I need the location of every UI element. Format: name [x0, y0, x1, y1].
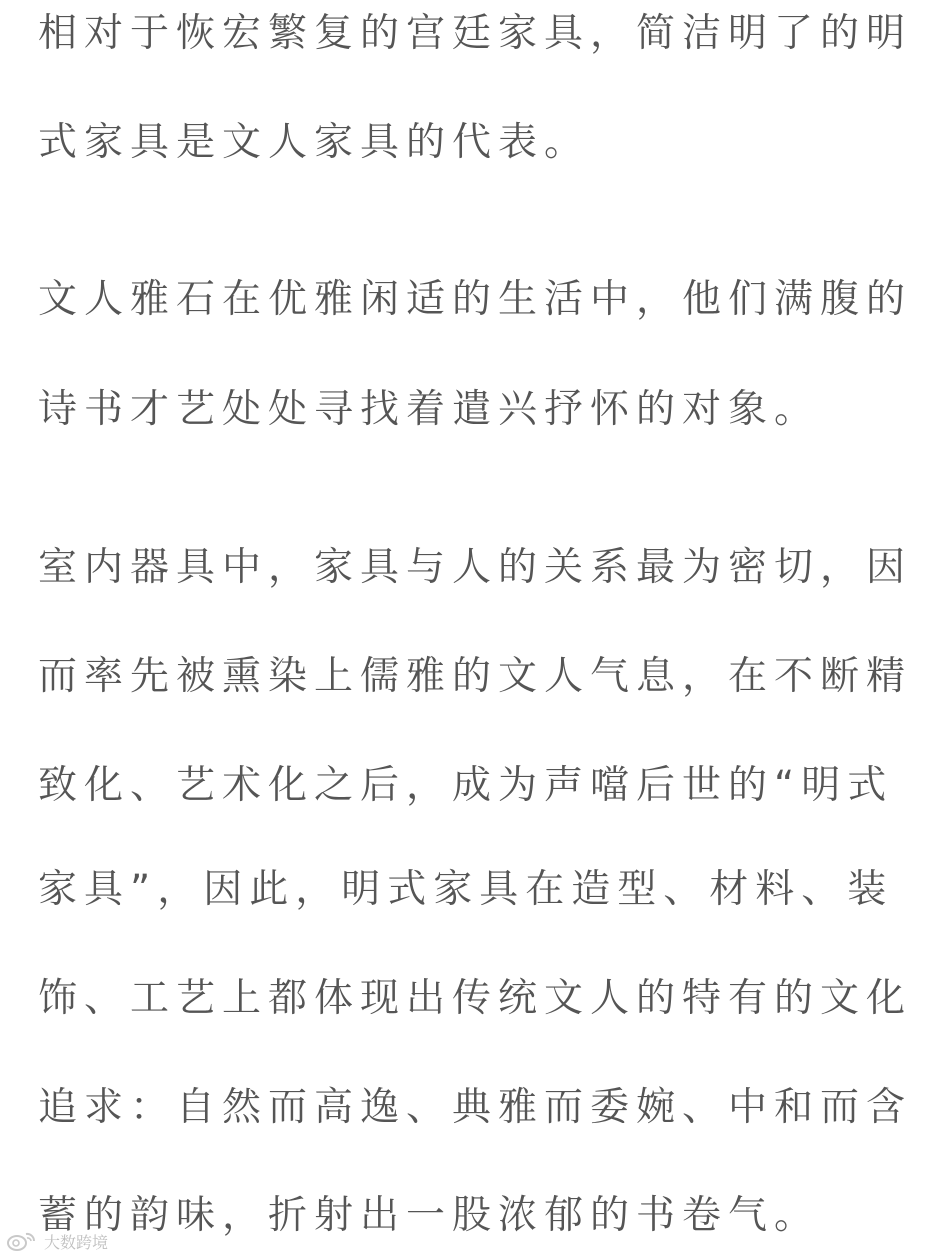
paragraph-3-line-4: 家具”，因此，明式家具在造型、材料、装 [38, 867, 894, 912]
paragraph-3-line-2: 而率先被熏染上儒雅的文人气息，在不断精 [38, 654, 913, 699]
watermark [6, 1227, 108, 1255]
watermark-text: 大数跨境 [44, 1232, 109, 1252]
paragraph-3-line-7: 蓄的韵味，折射出一股浓郁的书卷气。 [38, 1193, 821, 1238]
weibo-style-logo-icon [6, 1230, 40, 1252]
paragraph-3-line-3: 致化、艺术化之后，成为声噹后世的“明式 [38, 763, 894, 808]
paragraph-2-line-2: 诗书才艺处处寻找着遣兴抒怀的对象。 [38, 387, 821, 432]
paragraph-1-line-1: 相对于恢宏繁复的宫廷家具，简洁明了的明 [38, 11, 913, 56]
paragraph-3-line-1: 室内器具中，家具与人的关系最为密切，因 [38, 545, 913, 590]
paragraph-2-line-1: 文人雅石在优雅闲适的生活中，他们满腹的 [38, 277, 913, 322]
paragraph-3-line-5: 饰、工艺上都体现出传统文人的特有的文化 [38, 976, 913, 1021]
paragraph-3-line-6: 追求：自然而高逸、典雅而委婉、中和而含 [38, 1085, 913, 1130]
paragraph-1-line-2: 式家具是文人家具的代表。 [38, 120, 591, 165]
